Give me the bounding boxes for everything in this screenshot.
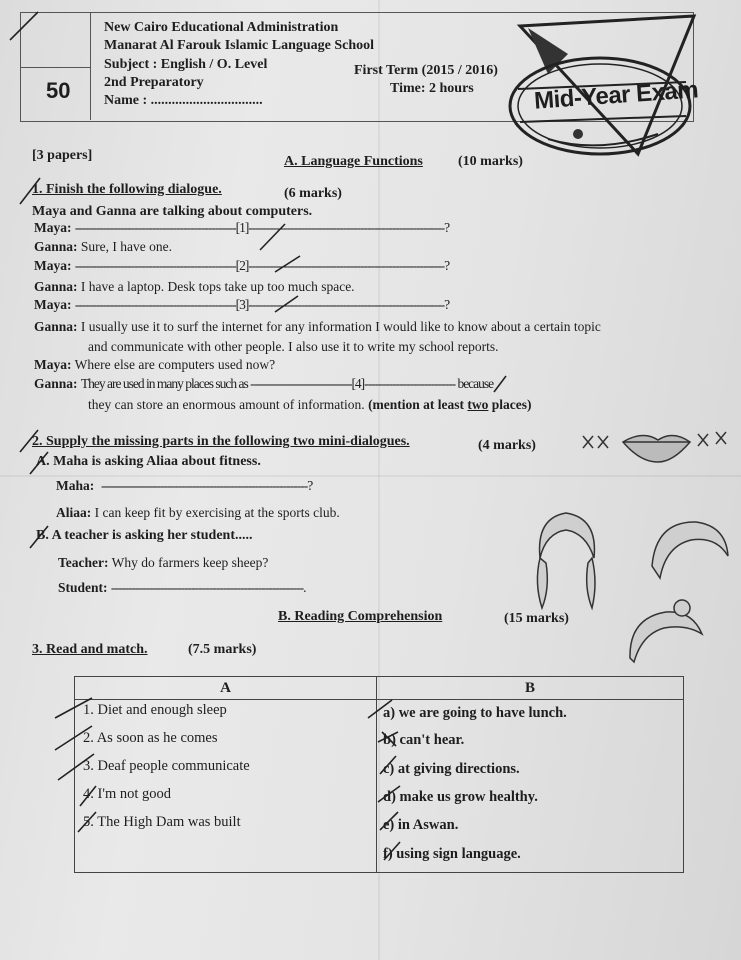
name-field: Name : ................................	[104, 93, 263, 108]
dialogue-line: and communicate with other people. I also use it to write my school reports.	[88, 339, 499, 354]
dialogue-line: Maya: ----------------------------------------------[1]--------------------------------------------------------?	[34, 220, 450, 235]
match-b-item: e) in Aswan.	[383, 817, 459, 833]
administration: New Cairo Educational Administration	[104, 20, 339, 35]
time: Time: 2 hours	[390, 81, 474, 96]
match-b-item: b) can't hear.	[383, 732, 465, 748]
braid-doodle	[526, 508, 606, 616]
short-hair-doodle	[646, 516, 732, 588]
match-b-item: d) make us grow healthy.	[383, 789, 538, 805]
stamp-text: Mid-Year Exam	[533, 76, 699, 115]
dialogue-line: Ganna: I have a laptop. Desk tops take up too much space.	[34, 279, 355, 294]
q2-heading: 2. Supply the missing parts in the following two mini-dialogues.	[32, 434, 410, 449]
subject: Subject : English / O. Level	[104, 57, 268, 72]
match-a-item: 5. The High Dam was built	[83, 814, 241, 830]
q3-heading: 3. Read and match.	[32, 642, 148, 657]
dialogue-line: Maya: ----------------------------------------------[3]--------------------------------------------------------?	[34, 297, 450, 312]
match-b-item: a) we are going to have lunch.	[383, 705, 567, 721]
dialogue-line: Ganna: They are used in many places such as -----------------------------[4]-------------------------- because	[34, 376, 494, 391]
section-a-title: A. Language Functions	[284, 154, 423, 169]
q1-heading: 1. Finish the following dialogue.	[32, 182, 222, 197]
q2-a-heading: A. Maha is asking Aliaa about fitness.	[36, 454, 261, 469]
section-b-title: B. Reading Comprehension	[278, 609, 443, 624]
dialogue-line: Ganna: Sure, I have one.	[34, 239, 172, 254]
school-name: Manarat Al Farouk Islamic Language School	[104, 38, 375, 53]
ponytail-doodle	[624, 596, 708, 666]
dialogue-line: Maha: -----------------------------------------------------------?	[56, 478, 313, 493]
section-b-marks: (15 marks)	[504, 611, 569, 626]
section-a-marks: (10 marks)	[458, 154, 523, 169]
dialogue-line: they can store an enormous amount of information. (mention at least two places)	[88, 397, 532, 412]
term: First Term (2015 / 2016)	[354, 63, 498, 78]
score: 50	[46, 78, 71, 103]
dialogue-line: Aliaa: I can keep fit by exercising at the sports club.	[56, 505, 340, 520]
q1-intro: Maya and Ganna are talking about computers.	[32, 204, 313, 219]
q3-marks: (7.5 marks)	[188, 642, 257, 657]
column-a-header: A	[75, 677, 376, 700]
dialogue-line: Maya: Where else are computers used now?	[34, 357, 276, 372]
dialogue-line: Maya: ----------------------------------------------[2]--------------------------------------------------------?	[34, 258, 450, 273]
match-b-item: c) at giving directions.	[383, 761, 520, 777]
q1-marks: (6 marks)	[284, 186, 342, 201]
papers-note: [3 papers]	[32, 148, 93, 163]
match-a-item: 1. Diet and enough sleep	[83, 702, 227, 718]
match-b-item: f) using sign language.	[383, 846, 521, 862]
q2-marks: (4 marks)	[478, 438, 536, 453]
q2-b-heading: B. A teacher is asking her student.....	[36, 528, 253, 543]
match-a-item: 3. Deaf people communicate	[83, 758, 250, 774]
lips-doodle	[578, 422, 738, 472]
dialogue-line: Ganna: I usually use it to surf the internet for any information I would like to know about a certain topic	[34, 319, 601, 334]
column-b-header: B	[377, 677, 683, 700]
dialogue-line: Student: -------------------------------------------------------.	[58, 580, 306, 595]
match-a-item: 4. I'm not good	[83, 786, 171, 802]
match-a-item: 2. As soon as he comes	[83, 730, 218, 746]
dialogue-line: Teacher: Why do farmers keep sheep?	[58, 555, 269, 570]
grade: 2nd Preparatory	[104, 75, 204, 90]
